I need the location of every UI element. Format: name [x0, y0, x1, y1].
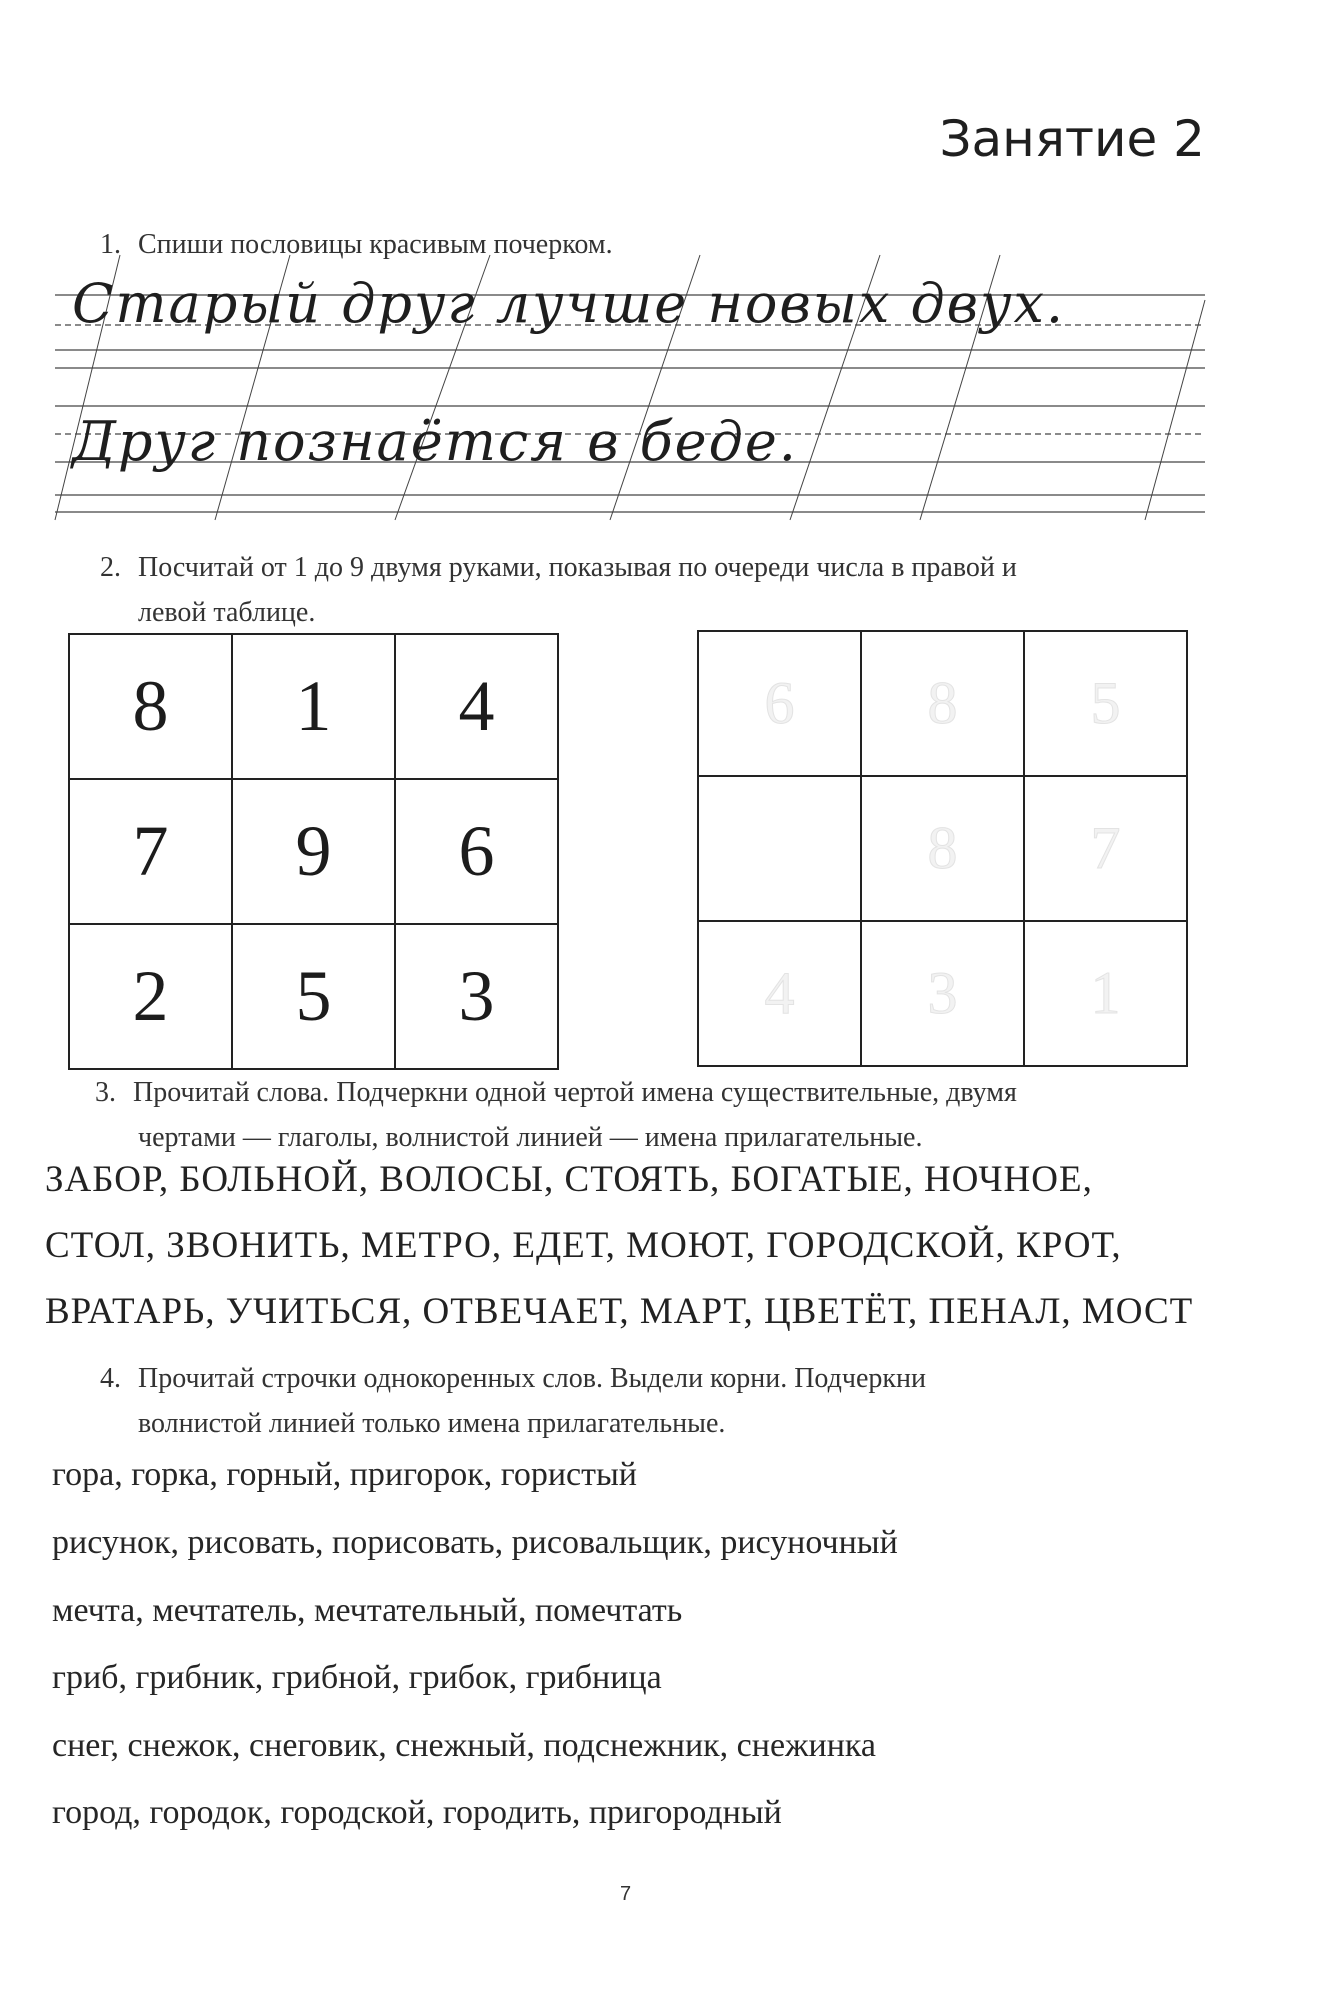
task3-instruction-line2: чертами — глаголы, волнистой линией — имена прилагательные. [138, 1122, 923, 1153]
table-cell: 1 [1024, 921, 1187, 1066]
table-row [698, 921, 1187, 1066]
task1-number: 1. [100, 229, 121, 260]
right-number-table [697, 630, 1188, 1067]
proverb-1: Старый друг лучше новых двух. [72, 272, 1066, 335]
task4-number: 4. [100, 1363, 121, 1394]
task2-number: 2. [100, 552, 121, 583]
table-row [69, 634, 558, 779]
table-cell: 6 [698, 631, 861, 776]
table-row [698, 631, 1187, 776]
task3-instruction [95, 1070, 1210, 1160]
table-cell: 6 [395, 779, 558, 924]
table-cell: 3 [395, 924, 558, 1069]
root-row-1: гора, горка, горный, пригорок, гористый [52, 1456, 638, 1493]
task2-instruction-line1: Посчитай от 1 до 9 двумя руками, показывая по очереди числа в правой и [138, 552, 1017, 583]
table-cell: 8 [69, 634, 232, 779]
table-row [69, 924, 558, 1069]
table-cell [698, 776, 861, 921]
left-number-table [68, 633, 559, 1070]
task3-number: 3. [95, 1077, 116, 1108]
page-number: 7 [620, 1883, 632, 1905]
table-cell: 3 [861, 921, 1024, 1066]
task1-instruction-text: Спиши пословицы красивым почерком. [138, 229, 613, 260]
table-row [698, 776, 1187, 921]
task4-instruction-line2: волнистой линией только имена прилагательные. [138, 1408, 726, 1439]
root-row-3: мечта, мечтатель, мечтательный, помечтать [52, 1592, 683, 1629]
table-cell: 8 [861, 776, 1024, 921]
table-cell: 7 [69, 779, 232, 924]
table-cell: 7 [1024, 776, 1187, 921]
table-cell: 4 [395, 634, 558, 779]
table-cell: 1 [232, 634, 395, 779]
table-row [69, 779, 558, 924]
root-row-5: снег, снежок, снеговик, снежный, подснежник, снежинка [52, 1727, 877, 1764]
root-row-4: гриб, грибник, грибной, грибок, грибница [52, 1659, 662, 1696]
table-cell: 9 [232, 779, 395, 924]
table-cell: 5 [232, 924, 395, 1069]
word-line-1: ЗАБОР, БОЛЬНОЙ, ВОЛОСЫ, СТОЯТЬ, БОГАТЫЕ, НОЧНОЕ, [45, 1159, 1093, 1200]
root-row-6: город, городок, городской, городить, пригородный [52, 1794, 782, 1831]
table-cell: 5 [1024, 631, 1187, 776]
root-row-2: рисунок, рисовать, порисовать, рисовальщик, рисуночный [52, 1524, 898, 1561]
table-cell: 4 [698, 921, 861, 1066]
task4-instruction [100, 1356, 1210, 1446]
word-line-2: СТОЛ, ЗВОНИТЬ, МЕТРО, ЕДЕТ, МОЮТ, ГОРОДСКОЙ, КРОТ, [45, 1225, 1122, 1266]
lesson-title: Занятие 2 [939, 110, 1205, 168]
task4-instruction-line1: Прочитай строчки однокоренных слов. Выдели корни. Подчеркни [138, 1363, 926, 1394]
proverb-2: Друг познаётся в беде. [72, 410, 798, 473]
table-cell: 2 [69, 924, 232, 1069]
word-line-3: ВРАТАРЬ, УЧИТЬСЯ, ОТВЕЧАЕТ, МАРТ, ЦВЕТЁТ, ПЕНАЛ, МОСТ [45, 1291, 1194, 1332]
task2-instruction-line2: левой таблице. [138, 597, 316, 628]
task3-instruction-line1: Прочитай слова. Подчеркни одной чертой имена существительные, двумя [133, 1077, 1017, 1108]
table-cell: 8 [861, 631, 1024, 776]
task2-instruction [100, 545, 1210, 635]
